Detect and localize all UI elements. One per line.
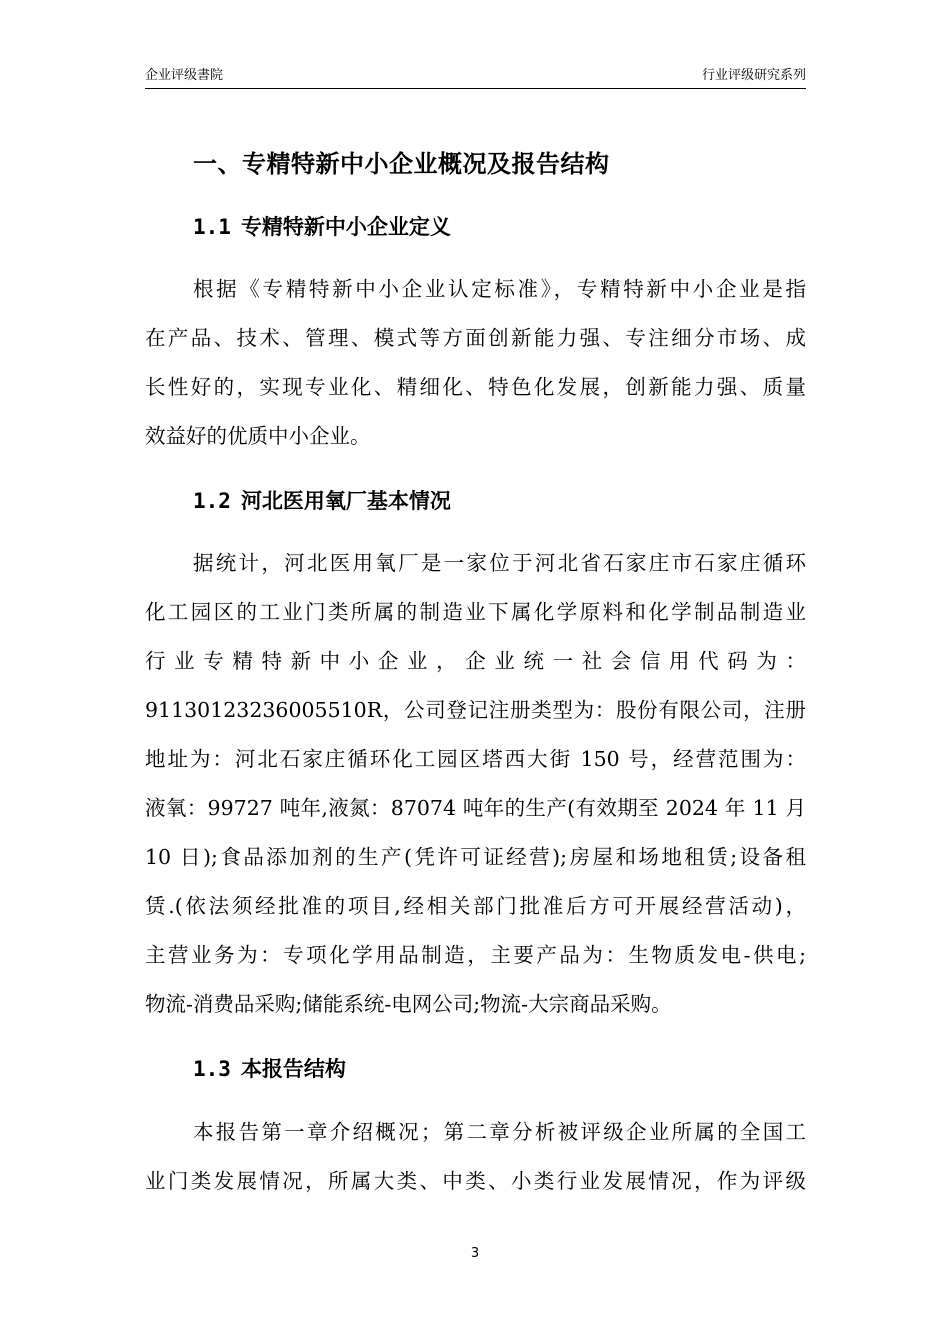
subsection-1-1-heading xyxy=(193,211,451,243)
s13-line-2: 业门类发展情况，所属大类、中类、小类行业发展情况，作为评级 xyxy=(145,1169,806,1193)
s12-line-3: 行业专精特新中小企业，企业统一社会信用代码为： xyxy=(145,649,806,673)
page-header xyxy=(145,66,806,89)
section-1-title: 一、专精特新中小企业概况及报告结构 xyxy=(193,150,610,178)
subsection-1-1-title: 专精特新中小企业定义 xyxy=(240,215,451,239)
s12-line-7: 10 日);食品添加剂的生产(凭许可证经营);房屋和场地租赁;设备租 xyxy=(145,845,806,869)
s13-line-1: 本报告第一章介绍概况；第二章分析被评级企业所属的全国工 xyxy=(193,1120,806,1144)
s12-line-9: 主营业务为：专项化学用品制造，主要产品为：生物质发电-供电; xyxy=(145,943,806,967)
s12-line-8: 赁.(依法须经批准的项目,经相关部门批准后方可开展经营活动)， xyxy=(145,894,806,918)
subsection-1-3-title: 本报告结构 xyxy=(240,1057,346,1081)
s11-line-4: 效益好的优质中小企业。 xyxy=(145,424,371,448)
s12-line-5: 地址为：河北石家庄循环化工园区塔西大街 150 号，经营范围为： xyxy=(145,747,806,771)
subsection-1-3-heading xyxy=(193,1053,346,1085)
s12-line-2: 化工园区的工业门类所属的制造业下属化学原料和化学制品制造业 xyxy=(145,600,806,624)
header-right-text: 行业评级研究系列 xyxy=(701,68,806,83)
subsection-1-2-title: 河北医用氧厂基本情况 xyxy=(240,489,451,513)
header-left-text: 企业评级書院 xyxy=(145,68,224,83)
s12-line-4: 91130123236005510R，公司登记注册类型为：股份有限公司，注册 xyxy=(145,698,806,722)
page-number: 3 xyxy=(470,1246,480,1261)
s12-line-1: 据统计，河北医用氧厂是一家位于河北省石家庄市石家庄循环 xyxy=(193,551,806,575)
s12-line-10: 物流-消费品采购;储能系统-电网公司;物流-大宗商品采购。 xyxy=(145,992,672,1016)
subsection-1-2-heading xyxy=(193,485,451,517)
subsection-1-1-number: 1.1 xyxy=(193,215,231,239)
s11-line-2: 在产品、技术、管理、模式等方面创新能力强、专注细分市场、成 xyxy=(145,326,806,350)
subsection-1-2-number: 1.2 xyxy=(193,489,231,513)
s11-line-1: 根据《专精特新中小企业认定标准》，专精特新中小企业是指 xyxy=(193,277,806,301)
s12-line-6: 液氧：99727 吨年,液氮：87074 吨年的生产(有效期至 2024 年 11 月 xyxy=(145,796,806,820)
s11-line-3: 长性好的，实现专业化、精细化、特色化发展，创新能力强、质量 xyxy=(145,375,806,399)
subsection-1-3-number: 1.3 xyxy=(193,1057,231,1081)
